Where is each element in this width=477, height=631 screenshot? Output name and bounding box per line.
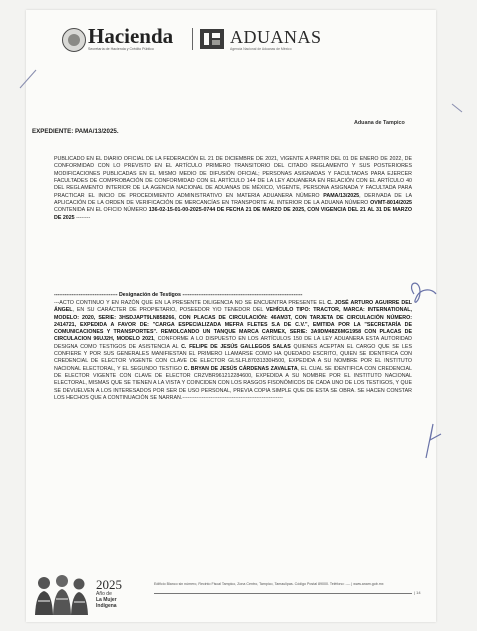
- footer-rule: [154, 593, 412, 594]
- page-number: | 14: [414, 590, 421, 595]
- margin-pen-stroke: [452, 104, 462, 112]
- hacienda-title: Hacienda: [88, 24, 174, 48]
- expediente-number: EXPEDIENTE: PAMA/13/2025.: [32, 128, 119, 135]
- order-number: OVMT-8014/2025: [370, 200, 412, 207]
- witness-one-name: C. FELIPE DE JESÚS GALLEGOS SALAS: [181, 343, 291, 350]
- hacienda-brand: [88, 25, 178, 52]
- owner-name: C. JOSÉ ARTURO AGUIRRE DEL ÁNGEL: [54, 300, 412, 314]
- year: 2025: [96, 577, 122, 592]
- footer-address: Edificio Blanco sin número, Recinto Fiscal Tampico, Zona Centro, Tampico, Tamaulipas. Código Postal 89000. Teléfono: ---- | www.anam.gob.mx: [154, 582, 384, 586]
- aduanas-subtitle: Agencia Nacional de Aduanas de México: [230, 47, 292, 51]
- aduanas-logo-icon: [199, 27, 225, 51]
- paragraph-text: , CONFORME A LO DISPUESTO EN LOS ARTÍCULOS 150 DE LA LEY ADUANERA ESTA AUTORIDAD DESIGNA COMO TESTIGOS DE ASISTENCIA AL: [54, 336, 412, 350]
- paragraph-text: --------: [74, 214, 91, 221]
- vehicle-description: VEHÍCULO TIPO: TRACTOR, MARCA: INTERNATIONAL, MODELO: 2020, SERIE: 3HSDJAPT9LN858266, CON PLACAS DE CIRCULACIÓN: 46AM3T, CON TARJETA DE CIRCULACIÓN NÚMERO: 2414721, EXPEDIDA A FAVOR DE: "CARGA ESPECIALIZADA MEFRA FLETES S.A DE C.V.", EMITIDA POR LA "SECRETARÍA DE COMUNICACIONES Y TRANSPORTES". REMOLCANDO UN TANQUE MARCA CARMEX, SERIE: 3A9DM48Z6MG1958 CON PLACAS DE CIRCULACION 96UJ2H, MODELO 2021: [54, 307, 412, 343]
- hacienda-subtitle: Secretaría de Hacienda y Crédito Público: [88, 47, 154, 51]
- paragraph-text: , DERIVADA DE LA APLICACIÓN DE LA ORDEN DE VERIFICACIÓN DE MERCANCÍAS EN TRANSPORTE AL INTERIOR DE LA ADUANA NÚMERO: [54, 192, 412, 207]
- witness-two-name: C. BRYAN DE JESÚS CÁRDENAS ZAVALETA: [183, 365, 298, 372]
- oficio-number: 136-02-15-01-00-2025-0744 DE FECHA 21 DE MARZO DE 2025, CON VIGENCIA DEL 21 AL 31 DE MARZO DE 2025: [54, 207, 412, 221]
- paragraph-text: PUBLICADO EN EL DIARIO OFICIAL DE LA FEDERACIÓN EL 21 DE DICIEMBRE DE 2021, VIGENTE A PARTIR DEL 01 DE ENERO DE 2022, DE CONFORMIDAD CON LO PREVISTO EN EL ARTÍCULO PRIMERO TRANSITORIO DEL CITADO REGLAMENTO Y SUS POSTERIORES MODIFICACIONES PUBLICADAS EN EL MISMO MEDIO DE DIFUSIÓN OFICIAL; PERSONAS ASIGNADAS Y FACULTADAS PARA EJERCER FACULTADES DE COMPROBACIÓN DE CONFORMIDAD CON EL ARTÍCULO 144 DE LA LEY ADUANERA EN RELACIÓN CON EL ARTÍCULO 40 DEL REGLAMENTO INTERIOR DE LA AGENCIA NACIONAL DE ADUANAS DE MÉXICO, VIGENTE, PERSONA ASIGNADA Y FACULTADA PARA PRACTICAR EL INICIO DE PROCEDIMIENTO ADMINISTRATIVO EN MATERIA ADUANERA NÚMERO: [54, 156, 412, 199]
- paragraph-text: ---ACTO CONTINUO Y EN RAZÓN QUE EN LA PRESENTE DILIGENCIA NO SE ENCUENTRA PRESENTE EL: [54, 300, 326, 306]
- year-motto-text: La Mujer Indígena: [96, 597, 117, 609]
- section-title-witnesses: ------------------------------------ Designación de Testigos --------------------------------------------------------------------: [54, 292, 303, 298]
- paragraph-text: , EN SU CARÁCTER DE PROPIETARIO, POSEEDOR Y/O TENEDOR DEL: [72, 307, 264, 314]
- paragraph-text: CONTENIDA EN EL OFICIO NÚMERO: [54, 207, 148, 214]
- year-motto: [96, 578, 136, 609]
- paragraph-text: QUIENES ACEPTAN EL CARGO QUE SE LES CONFIERE Y POR SUS GENERALES MANIFIESTAN EL PRIMERO LLAMARSE COMO HA QUEDADO ESCRITO, QUIEN SE IDENTIFICA CON CREDENCIAL DE ELECTOR VIGENTE CON CLAVE DE ELECTOR GLSLFL87031330H500, EXPEDIDA A SU NOMBRE POR EL INSTITUTO NACIONAL ELECTORAL, Y EL SEGUNDO TESTIGO: [54, 343, 412, 372]
- paragraph-publication: [54, 156, 412, 228]
- year-subtitle: Año de: [96, 591, 112, 597]
- indigenous-women-illustration-icon: [32, 571, 92, 617]
- paragraph-text: , EL CUAL SE IDENTIFICA CON CREDENCIAL DE ELECTOR VIGENTE CON CLAVE DE ELECTOR CRZVBR961212284600, EXPEDIDA A SU NOMBRE POR EL INSTITUTO NACIONAL ELECTORAL, MISMAS QUE SE TIENEN A LA VISTA Y COINCIDEN CON LOS RASGOS FISONÓMICOS DE CADA UNO DE LOS TESTIGOS, Y QUE SE DEVUELVEN A LOS INTERESADOS POR SER DE USO PERSONAL, PREVIA COPIA SIMPLE QUE DE ESTA SE OBRA. SE HACEN CONSTAR LOS HECHOS QUE A CONTINUACIÓN SE NARRAN.---------------------------------------------------------: [54, 365, 412, 401]
- paragraph-witnesses: [54, 300, 412, 402]
- hacienda-seal-icon: [62, 28, 86, 52]
- page-footer: [26, 565, 436, 622]
- header-divider: [192, 28, 193, 50]
- aduanas-brand: [230, 27, 320, 52]
- letterhead: [26, 10, 436, 80]
- aduanas-title: ADUANAS: [230, 27, 322, 47]
- document-page: [26, 10, 436, 622]
- pama-number: PAMA/13/2025: [323, 192, 360, 199]
- aduana-place: Aduana de Tampico: [354, 120, 405, 126]
